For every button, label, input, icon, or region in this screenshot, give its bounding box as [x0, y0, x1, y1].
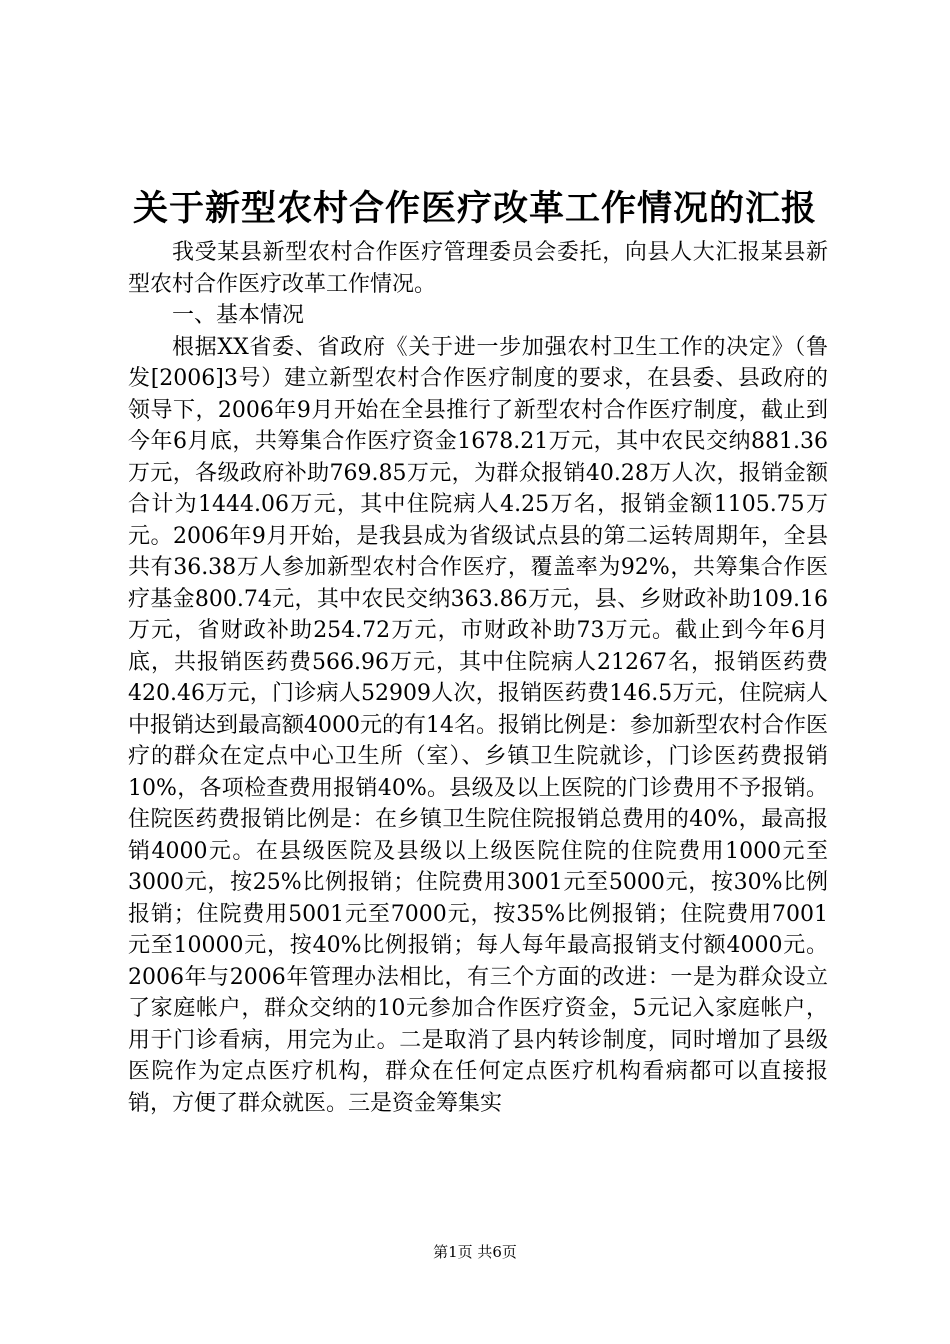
intro-paragraph: 我受某县新型农村合作医疗管理委员会委托，向县人大汇报某县新型农村合作医疗改革工作情况。 — [128, 240, 828, 297]
section-heading-basic-situation: 一、基本情况 — [172, 303, 305, 328]
body-paragraph: 根据XX省委、省政府《关于进一步加强农村卫生工作的决定》（鲁发[2006]3号）建立新型农村合作医疗制度的要求，在县委、县政府的领导下，2006年9月开始在全县推行了新型农村合作医疗制度，截止到今年6月底，共筹集合作医疗资金1678.21万元，其中农民交纳881.36万元，各级政府补助769.85万元，为群众报销40.28万人次，报销金额合计为1444.06万元，其中住院病人4.25万名，报销金额1105.75万元。2006年9月开始，是我县成为省级试点县的第二运转周期年，全县共有36.38万人参加新型农村合作医疗，覆盖率为92%，共筹集合作医疗基金800.74元，其中农民交纳363.86万元，县、乡财政补助109.16万元，省财政补助254.72万元，市财政补助73万元。截止到今年6月底，共报销医药费566.96万元，其中住院病人21267名，报销医药费420.46万元，门诊病人52909人次，报销医药费146.5万元，住院病人中报销达到最高额4000元的有14名。报销比例是：参加新型农村合作医疗的群众在定点中心卫生所（室）、乡镇卫生院就诊，门诊医药费报销10%，各项检查费用报销40%。县级及以上医院的门诊费用不予报销。住院医药费报销比例是：在乡镇卫生院住院报销总费用的40%，最高报销4000元。在县级医院及县级以上级医院住院的住院费用1000元至3000元，按25%比例报销；住院费用3001元至5000元，按30%比例报销；住院费用5001元至7000元，按35%比例报销；住院费用7001元至10000元，按40%比例报销；每人每年最高报销支付额4000元。2006年与2006年管理办法相比，有三个方面的改进：一是为群众设立了家庭帐户，群众交纳的10元参加合作医疗资金，5元记入家庭帐户，用于门诊看病，用完为止。二是取消了县内转诊制度，同时增加了县级医院作为定点医疗机构，群众在任何定点医疗机构看病都可以直接报销，方便了群众就医。三是资金筹集实 — [128, 334, 828, 1116]
document-title: 关于新型农村合作医疗改革工作情况的汇报 — [132, 188, 817, 229]
page-number-footer: 第1页 共6页 — [433, 1243, 517, 1261]
document-body — [128, 237, 828, 1119]
